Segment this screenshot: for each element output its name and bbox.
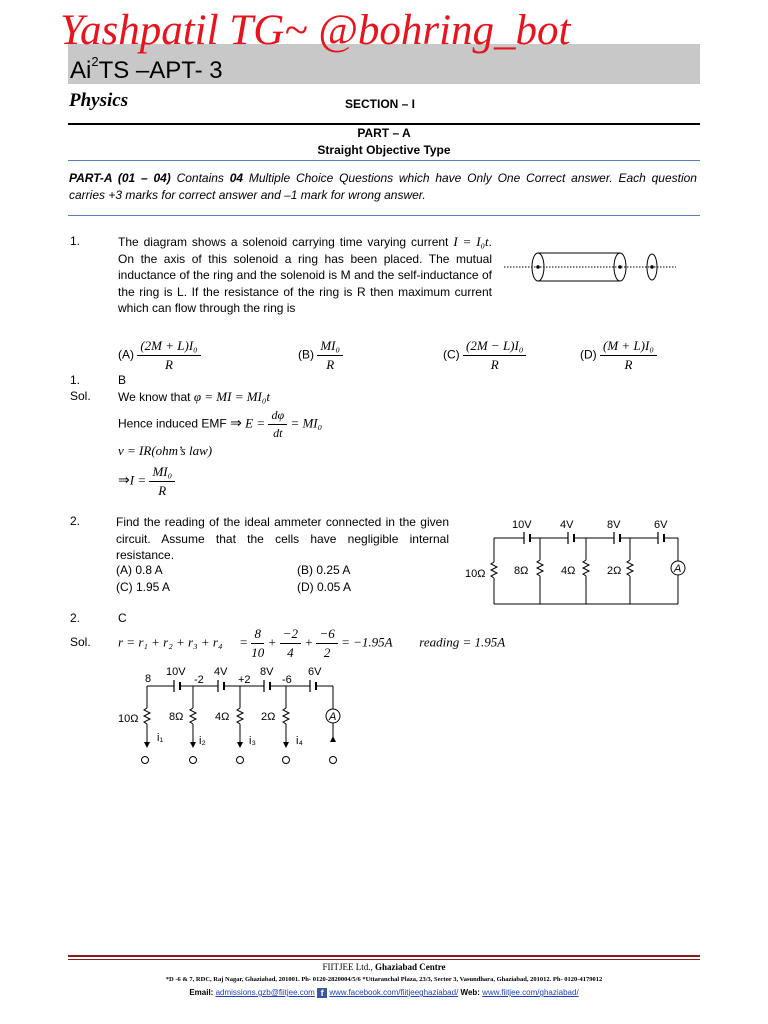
emf-label: 10V xyxy=(166,666,186,678)
node-value: -6 xyxy=(282,674,292,686)
solution-step: We know that φ = MI = MI₀t xyxy=(118,389,271,404)
question-text: Find the reading of the ideal ammeter connected in the given circuit. Assume that the cells have negligible internal resistance. xyxy=(116,515,449,562)
answer-key: C xyxy=(118,611,127,625)
current-label: i₁ xyxy=(157,732,164,744)
answer-number: 1. xyxy=(70,373,81,387)
option-c: (C) 1.95 A xyxy=(116,580,171,594)
option-d: (D) 0.05 A xyxy=(297,580,352,594)
current-label: i₃ xyxy=(249,735,256,747)
emf-label: 4V xyxy=(560,519,574,531)
current-label: i₄ xyxy=(296,735,303,747)
answer-number: 2. xyxy=(70,611,81,625)
part-subtitle: Straight Objective Type xyxy=(317,143,451,157)
emf-label: 10V xyxy=(512,519,532,531)
resistor-label: 2Ω xyxy=(607,565,622,577)
part-title: PART – A xyxy=(357,126,411,140)
emf-label: 6V xyxy=(654,519,668,531)
resistor-label: 4Ω xyxy=(561,565,576,577)
option-b: (B) 0.25 A xyxy=(297,563,351,577)
resistor-label: 2Ω xyxy=(261,711,276,723)
solution-equation: r = r₁ + r₂ + r₃ + r₄ = $\frac{8}{10}$ + $\frac{-2}{4}$ + $\frac{-6}{2}$ = −1.95A reading = 1.95A xyxy=(118,626,506,660)
resistor-label: 10Ω xyxy=(465,568,486,580)
email-link[interactable]: admissions.gzb@fiitjee.com xyxy=(215,988,315,998)
facebook-link[interactable]: www.facebook.com/fiitjeeghaziabad/ xyxy=(329,988,459,998)
node-value: 8 xyxy=(145,673,152,685)
option-a: (A) $\frac{\text{(2M + L)I₀}}{R}$ xyxy=(118,338,201,373)
divider xyxy=(68,215,700,216)
ammeter-label: A xyxy=(674,563,682,575)
emf-label: 8V xyxy=(260,666,274,678)
resistor-label: 8Ω xyxy=(169,711,184,723)
facebook-icon[interactable]: f xyxy=(317,988,327,998)
solution-label: Sol. xyxy=(70,389,91,403)
option-c: (C) $\frac{\text{(2M − L)I₀}}{R}$ xyxy=(443,338,526,373)
footer-rule xyxy=(68,959,700,960)
test-title: Ai$^2$TS –APT- 3 xyxy=(70,54,223,84)
current-label: i₂ xyxy=(199,735,206,747)
emf-label: 8V xyxy=(607,519,621,531)
emf-label: 4V xyxy=(214,666,228,678)
divider xyxy=(68,160,700,161)
section-heading: SECTION – I xyxy=(345,97,416,111)
resistor-label: 10Ω xyxy=(118,713,139,725)
resistor-label: 4Ω xyxy=(215,711,230,723)
node-value: +2 xyxy=(238,674,251,686)
solution-step: ⇒I = $\frac{\text{MI₀}}{R}$ xyxy=(118,464,175,499)
watermark: Yashpatil TG~ @bohring_bot xyxy=(60,7,571,54)
instructions: PART-A (01 – 04) Contains 04 Multiple Choice Questions which have Only One Correct answer. Each question carries +3 marks for correct answer and –1 mark for wrong answer. xyxy=(69,171,697,202)
emf-label: 6V xyxy=(308,666,322,678)
node-value: -2 xyxy=(194,674,204,686)
footer-address: *D -6 & 7, RDC, Raj Nagar, Ghaziabad, 201001. Ph- 0120-2820004/5/6 *Uttaranchal Plaza, 23/3, Sector 3, Vasundhara, Ghaziabad, 201012. Ph- 0120-4179012 xyxy=(165,976,603,983)
resistor-label: 8Ω xyxy=(514,565,529,577)
option-d: (D) $\frac{\text{(M + L)I₀}}{R}$ xyxy=(580,338,657,373)
solution-step: v = IR(ohm’s law) xyxy=(118,443,213,458)
option-a: (A) 0.8 A xyxy=(116,563,163,577)
solenoid-diagram xyxy=(500,250,680,284)
subject-heading: Physics xyxy=(69,90,129,111)
question-number: 1. xyxy=(70,234,81,248)
footer-company: FIITJEE Ltd., Ghaziabad Centre xyxy=(322,962,446,972)
solution-circuit-diagram xyxy=(110,662,360,770)
answer-key: B xyxy=(118,373,127,387)
circuit-diagram xyxy=(460,514,700,610)
web-link[interactable]: www.fiitjee.com/ghaziabad/ xyxy=(482,988,579,998)
footer-rule xyxy=(68,955,700,957)
footer-contact: Email: admissions.gzb@fiitjee.com f www.facebook.com/fiitjeeghaziabad/ Web: www.fiitjee.com/ghaziabad/ xyxy=(189,988,579,998)
divider xyxy=(68,123,700,125)
option-b: (B) $\frac{\text{MI₀}}{R}$ xyxy=(298,338,343,373)
question-text: The diagram shows a solenoid carrying time varying current I = I₀t. On the axis of this solenoid a ring has been placed. The mutual inductance of the ring and the solenoid is M and the self-inductance of the ring is L. If the resistance of the ring is R then maximum current which can flow through the ring is xyxy=(118,234,492,315)
solution-step: Hence induced EMF ⇒ E = $\frac{d\varphi}{dt}$ = MI₀ xyxy=(118,408,323,440)
solution-label: Sol. xyxy=(70,635,91,649)
ammeter-label: A xyxy=(329,711,337,723)
question-number: 2. xyxy=(70,514,81,528)
